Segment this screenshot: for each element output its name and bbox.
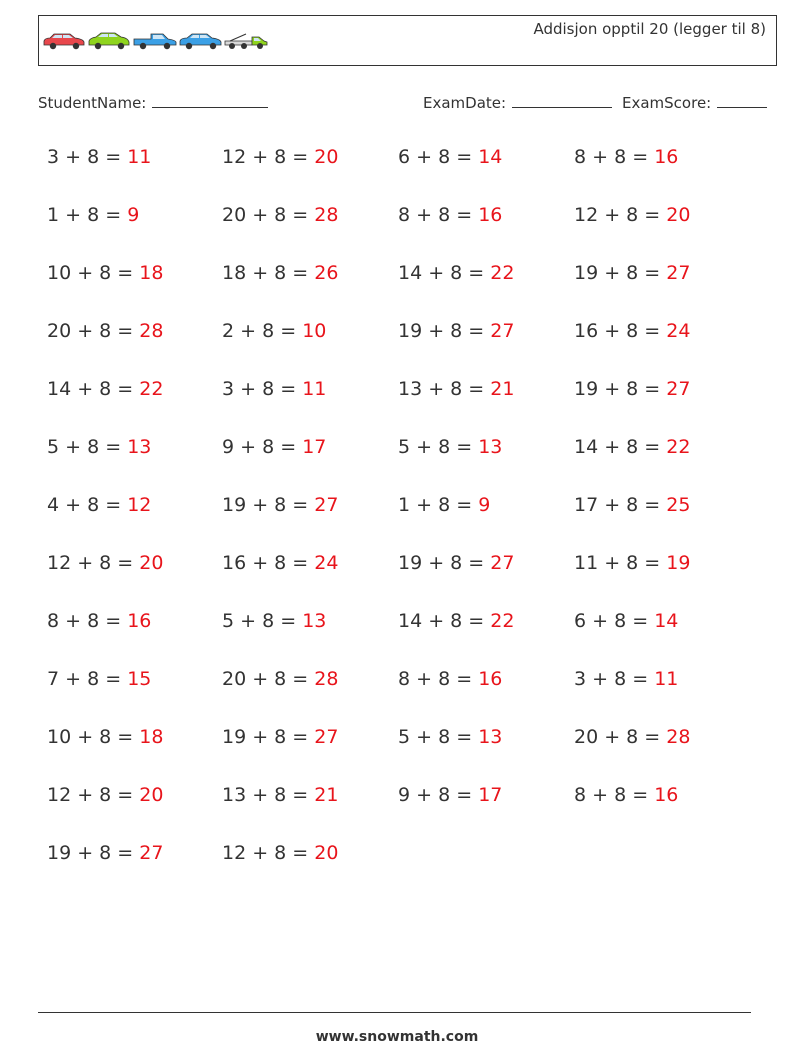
problem-question: 2 + 8 = (222, 320, 297, 342)
student-name-label: StudentName: (38, 94, 147, 112)
problem-answer: 28 (314, 204, 339, 226)
problem-question: 5 + 8 = (398, 726, 473, 748)
problem-answer: 24 (314, 552, 339, 574)
problem-item (398, 146, 502, 168)
problem-item (398, 436, 502, 458)
problem-item (398, 262, 514, 284)
exam-score-blank[interactable] (717, 93, 767, 108)
exam-score-field[interactable] (622, 93, 767, 112)
header-box (38, 15, 777, 66)
problem-question: 19 + 8 = (574, 262, 661, 284)
problem-item (398, 668, 502, 690)
problem-question: 16 + 8 = (574, 320, 661, 342)
problem-answer: 27 (490, 320, 515, 342)
problem-answer: 22 (490, 262, 515, 284)
problem-answer: 27 (666, 378, 691, 400)
problem-answer: 28 (666, 726, 691, 748)
problem-item (47, 378, 163, 400)
problem-answer: 26 (314, 262, 339, 284)
problem-question: 8 + 8 = (47, 610, 122, 632)
problem-answer: 25 (666, 494, 691, 516)
problem-answer: 22 (490, 610, 515, 632)
problem-answer: 20 (139, 552, 164, 574)
problem-item (574, 668, 678, 690)
problem-item (222, 378, 326, 400)
problem-answer: 27 (314, 726, 339, 748)
problem-item (222, 494, 338, 516)
problem-item (47, 726, 163, 748)
problem-answer: 13 (302, 610, 327, 632)
problem-item (574, 262, 690, 284)
problem-question: 14 + 8 = (398, 262, 485, 284)
problem-item (574, 320, 690, 342)
problem-answer: 9 (127, 204, 140, 226)
problem-question: 14 + 8 = (47, 378, 134, 400)
problem-item (222, 262, 338, 284)
problem-answer: 16 (127, 610, 152, 632)
problem-question: 5 + 8 = (222, 610, 297, 632)
problem-question: 19 + 8 = (222, 726, 309, 748)
problem-answer: 28 (139, 320, 164, 342)
exam-score-label: ExamScore: (622, 94, 712, 112)
problem-question: 12 + 8 = (222, 146, 309, 168)
problem-answer: 9 (478, 494, 491, 516)
problem-question: 1 + 8 = (398, 494, 473, 516)
problem-answer: 21 (490, 378, 515, 400)
problem-question: 3 + 8 = (574, 668, 649, 690)
problem-answer: 10 (302, 320, 327, 342)
problem-question: 19 + 8 = (398, 320, 485, 342)
problem-question: 19 + 8 = (222, 494, 309, 516)
problem-item (398, 378, 514, 400)
green-car-icon (89, 33, 129, 49)
problem-item (47, 146, 151, 168)
problem-item (398, 610, 514, 632)
problem-question: 4 + 8 = (47, 494, 122, 516)
problem-answer: 24 (666, 320, 691, 342)
problem-item (47, 262, 163, 284)
student-name-blank[interactable] (152, 93, 268, 108)
problem-question: 10 + 8 = (47, 262, 134, 284)
problem-question: 19 + 8 = (47, 842, 134, 864)
problem-question: 5 + 8 = (47, 436, 122, 458)
problem-question: 5 + 8 = (398, 436, 473, 458)
problem-question: 9 + 8 = (398, 784, 473, 806)
problem-answer: 27 (490, 552, 515, 574)
problem-answer: 17 (478, 784, 503, 806)
problem-question: 3 + 8 = (222, 378, 297, 400)
problem-answer: 12 (127, 494, 152, 516)
problem-answer: 11 (127, 146, 152, 168)
problem-item (398, 320, 514, 342)
problem-question: 1 + 8 = (47, 204, 122, 226)
problem-item (574, 552, 690, 574)
problem-grid (47, 146, 747, 876)
problem-answer: 27 (314, 494, 339, 516)
problem-question: 10 + 8 = (47, 726, 134, 748)
problem-answer: 22 (139, 378, 164, 400)
problem-question: 9 + 8 = (222, 436, 297, 458)
problem-item (574, 494, 690, 516)
problem-item (47, 320, 163, 342)
student-name-field[interactable] (38, 93, 268, 112)
problem-question: 6 + 8 = (574, 610, 649, 632)
problem-question: 20 + 8 = (47, 320, 134, 342)
problem-question: 20 + 8 = (574, 726, 661, 748)
problem-item (47, 610, 151, 632)
problem-question: 20 + 8 = (222, 668, 309, 690)
problem-item (47, 204, 139, 226)
problem-question: 8 + 8 = (398, 204, 473, 226)
exam-date-label: ExamDate: (423, 94, 507, 112)
worksheet-title: Addisjon opptil 20 (legger til 8) (533, 20, 766, 38)
exam-date-blank[interactable] (512, 93, 612, 108)
problem-item (574, 204, 690, 226)
problem-item (47, 494, 151, 516)
exam-date-field[interactable] (423, 93, 612, 112)
problem-item (398, 726, 502, 748)
problem-question: 19 + 8 = (398, 552, 485, 574)
problem-answer: 16 (654, 784, 679, 806)
problem-answer: 27 (666, 262, 691, 284)
problem-answer: 13 (127, 436, 152, 458)
problem-item (222, 726, 338, 748)
problem-item (222, 552, 338, 574)
problem-question: 14 + 8 = (574, 436, 661, 458)
problem-question: 18 + 8 = (222, 262, 309, 284)
problem-answer: 16 (478, 204, 503, 226)
problem-item (574, 784, 678, 806)
problem-question: 20 + 8 = (222, 204, 309, 226)
problem-question: 19 + 8 = (574, 378, 661, 400)
problem-answer: 20 (314, 146, 339, 168)
tow-truck-icon (225, 34, 267, 49)
problem-item (222, 320, 326, 342)
problem-item (222, 784, 338, 806)
problem-question: 12 + 8 = (222, 842, 309, 864)
footer-divider (38, 1012, 751, 1013)
problem-item (398, 552, 514, 574)
problem-answer: 18 (139, 262, 164, 284)
problem-item (222, 610, 326, 632)
problem-question: 8 + 8 = (574, 784, 649, 806)
footer-url: www.snowmath.com (315, 1029, 479, 1045)
problem-question: 6 + 8 = (398, 146, 473, 168)
problem-item (574, 146, 678, 168)
problem-answer: 13 (478, 436, 503, 458)
problem-item (574, 610, 678, 632)
problem-question: 12 + 8 = (47, 784, 134, 806)
problem-item (222, 146, 338, 168)
problem-item (47, 552, 163, 574)
problem-question: 12 + 8 = (47, 552, 134, 574)
problem-item (398, 204, 502, 226)
problem-answer: 20 (139, 784, 164, 806)
problem-question: 13 + 8 = (222, 784, 309, 806)
problem-item (47, 668, 151, 690)
problem-item (47, 842, 163, 864)
problem-answer: 14 (478, 146, 503, 168)
problem-item (398, 494, 490, 516)
problem-question: 8 + 8 = (574, 146, 649, 168)
problem-answer: 14 (654, 610, 679, 632)
problem-question: 13 + 8 = (398, 378, 485, 400)
problem-item (222, 436, 326, 458)
problem-item (574, 726, 690, 748)
problem-answer: 20 (666, 204, 691, 226)
blue-pickup-icon (134, 34, 176, 49)
problem-answer: 17 (302, 436, 327, 458)
problem-question: 17 + 8 = (574, 494, 661, 516)
problem-answer: 11 (302, 378, 327, 400)
problem-answer: 19 (666, 552, 691, 574)
red-car-icon (44, 34, 84, 49)
problem-answer: 20 (314, 842, 339, 864)
problem-answer: 18 (139, 726, 164, 748)
problem-answer: 16 (478, 668, 503, 690)
problem-question: 14 + 8 = (398, 610, 485, 632)
problem-answer: 28 (314, 668, 339, 690)
problem-question: 16 + 8 = (222, 552, 309, 574)
problem-answer: 13 (478, 726, 503, 748)
problem-answer: 27 (139, 842, 164, 864)
blue-car-icon (180, 34, 221, 49)
problem-item (222, 204, 338, 226)
problem-item (222, 842, 338, 864)
problem-question: 7 + 8 = (47, 668, 122, 690)
problem-answer: 21 (314, 784, 339, 806)
problem-question: 3 + 8 = (47, 146, 122, 168)
problem-question: 8 + 8 = (398, 668, 473, 690)
problem-answer: 11 (654, 668, 679, 690)
vehicle-icons (42, 30, 272, 52)
problem-item (222, 668, 338, 690)
problem-item (574, 378, 690, 400)
problem-question: 11 + 8 = (574, 552, 661, 574)
problem-item (398, 784, 502, 806)
problem-answer: 16 (654, 146, 679, 168)
problem-answer: 22 (666, 436, 691, 458)
problem-item (47, 436, 151, 458)
problem-item (574, 436, 690, 458)
problem-answer: 15 (127, 668, 152, 690)
problem-question: 12 + 8 = (574, 204, 661, 226)
problem-item (47, 784, 163, 806)
